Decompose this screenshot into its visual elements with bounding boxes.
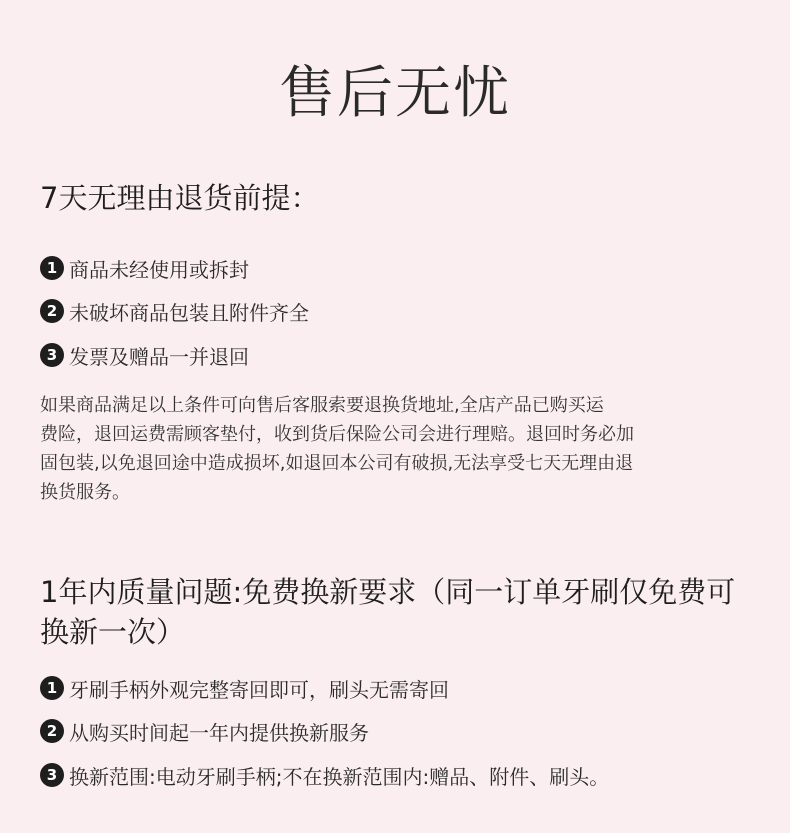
number-badge-icon: 3 [40,343,64,367]
number-badge-icon: 1 [40,676,64,700]
warranty-heading-line: 换新一次） [40,615,186,649]
page-title: 售后无忧 [279,61,511,126]
paragraph-line: 如果商品满足以上条件可向售后客服索要退换货地址,全店产品已购买运 [40,395,604,416]
warranty-heading [40,572,760,652]
number-badge-icon: 2 [40,719,64,743]
return-condition-item [40,340,249,370]
list-item-text: 发票及赠品一并退回 [69,344,249,369]
number-badge-icon: 2 [40,299,64,323]
number-badge-icon: 3 [40,763,64,787]
warranty-condition-item [40,760,609,790]
warranty-condition-item [40,673,449,703]
paragraph-line: 换货服务。 [40,482,130,503]
return-condition-item [40,296,309,326]
list-item-text: 换新范围:电动牙刷手柄;不在换新范围内:赠品、附件、刷头。 [69,764,610,789]
paragraph-line: 费险，退回运费需顾客垫付，收到货后保险公司会进行理赔。退回时务必加 [40,424,634,445]
return-policy-heading: 7天无理由退货前提： [40,181,320,215]
warranty-heading-line: 1年内质量问题:免费换新要求（同一订单牙刷仅免费可 [40,575,736,609]
list-item-text: 牙刷手柄外观完整寄回即可，刷头无需寄回 [69,677,449,702]
return-condition-item [40,253,249,283]
warranty-condition-item [40,716,369,746]
list-item-text: 未破坏商品包装且附件齐全 [69,300,309,325]
return-policy-paragraph [40,391,760,507]
list-item-text: 商品未经使用或拆封 [69,257,249,282]
paragraph-line: 固包装,以免退回途中造成损坏,如退回本公司有破损,无法享受七天无理由退 [40,453,634,474]
number-badge-icon: 1 [40,256,64,280]
list-item-text: 从购买时间起一年内提供换新服务 [69,720,369,745]
